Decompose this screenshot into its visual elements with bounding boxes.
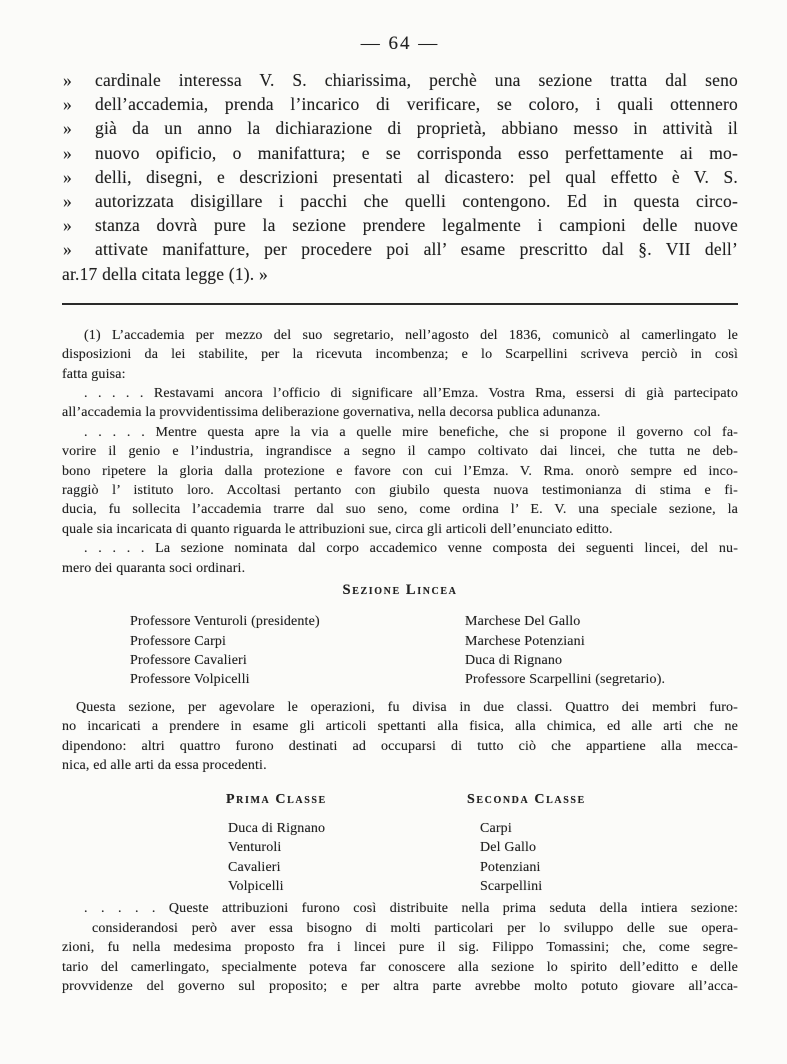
- list-item: Professore Volpicelli: [130, 672, 250, 688]
- text-line: ar.17 della citata legge (1). »: [62, 263, 268, 284]
- sezione-members-right-column: [465, 612, 738, 690]
- text-line: no incaricati a prendere in esame gli articoli spettanti alla fisica, alla chimica, ed alle arti che ne: [62, 719, 738, 735]
- text-line: mero dei quaranta soci ordinari.: [62, 560, 246, 576]
- quote-guillemet-mark: »: [63, 142, 72, 163]
- page-number-header: — 64 —: [360, 33, 440, 54]
- list-item: Professore Carpi: [130, 633, 227, 649]
- text-line: vorire il genio e l’industria, ingrandisce a segno il campo coltivato dai lincei, che tutta ne deb-: [62, 444, 738, 460]
- text-line: . . . . . La sezione nominata dal corpo accademico venne composta dei seguenti lincei, del nu-: [84, 541, 738, 557]
- list-item: Duca di Rignano: [465, 652, 563, 668]
- text-line: . . . . . Restavami ancora l’officio di significare all’Emza. Vostra Rma, essersi di già partecipato: [84, 386, 738, 402]
- list-item: Marchese Potenziani: [465, 633, 585, 649]
- footnote-paragraph-4: [62, 539, 738, 578]
- text-line: bono ripetere la gloria dalla protezione e favore con cui l’Emza. V. Rma. onorò sempre ed inco-: [62, 463, 738, 479]
- list-item: Professore Venturoli (presidente): [130, 614, 320, 630]
- list-item: Volpicelli: [228, 878, 284, 894]
- sezione-lincea-heading: Sezione Lincea: [342, 582, 458, 599]
- text-line: dipendono: altri quattro furono destinati ad occuparsi di tutto ciò che appartiene alla mecca-: [62, 738, 738, 754]
- text-line: fatta guisa:: [62, 366, 126, 382]
- prima-classe-members: [62, 819, 400, 897]
- text-line: all’accademia la provvidentissima deliberazione governativa, nella decorsa publica adunanza.: [62, 405, 601, 421]
- footnote-paragraph-3: [62, 423, 738, 539]
- text-line: considerandosi però aver essa bisogno di molti particolari per lo sviluppo delle sue opera-: [92, 920, 738, 936]
- list-item: Venturoli: [228, 840, 282, 856]
- list-item: Del Gallo: [480, 840, 537, 856]
- list-item: Professore Cavalieri: [130, 652, 247, 668]
- text-line: » cardinale interessa V. S. chiarissima, perchè una sezione tratta dal seno: [62, 68, 738, 92]
- quote-guillemet-mark: »: [63, 70, 72, 90]
- text-line: disposizioni da lei stabilite, per la ricevuta incombenza; e lo Scarpellini scriveva perciò in così: [62, 347, 738, 363]
- text-line: . . . . . Queste attribuzioni furono così distribuite nella prima seduta della intiera sezione:: [84, 901, 738, 917]
- text-line: Questa sezione, per agevolare le operazioni, fu divisa in due classi. Quattro dei membri furo-: [76, 699, 738, 715]
- classe-headings-row: [62, 790, 738, 809]
- sezione-members-left-column: [62, 612, 465, 690]
- text-line: ducia, fu sollecita l’accademia trarre dal suo seno, come ordina l’ E. V. una speciale sezione, la: [62, 502, 738, 518]
- quote-guillemet-mark: »: [63, 191, 72, 212]
- quoted-passage: [62, 68, 738, 286]
- footnote-paragraph-1: [62, 326, 738, 384]
- text-line: nica, ed alle arti da essa procedenti.: [62, 757, 267, 773]
- text-line: provvidenze del governo sul proposito; e per altra parte avrebbe molto potuto giovare all’acca-: [62, 979, 738, 995]
- text-line: » dell’accademia, prenda l’incarico di verificare, se coloro, i quali ottennero: [62, 92, 738, 116]
- footnote-area: [62, 326, 738, 997]
- seconda-classe-heading: Seconda Classe: [467, 792, 586, 808]
- text-line: (1) L’accademia per mezzo del suo segretario, nell’agosto del 1836, comunicò al camerlingato le: [84, 327, 738, 343]
- text-line: tario del camerlingato, specialmente poteva far conoscere alla sezione lo spirito dell’editto e delle: [62, 959, 738, 975]
- text-line: » stanza dovrà pure la sezione prendere legalmente i campioni delle nuove: [62, 213, 738, 237]
- final-paragraph: [62, 899, 738, 996]
- text-line: raggiò l’ istituto loro. Accoltasi pertanto con giubilo questa nuova testimonianza di stima e fi-: [62, 483, 738, 499]
- list-item: Potenziani: [480, 859, 541, 875]
- text-line: zioni, fu nella medesima proposto fra i lincei pure il sig. Filippo Tomassini; che, come segre-: [62, 940, 738, 956]
- text-line: » nuovo opificio, o manifattura; e se corrisponda esso perfettamente ai mo-: [62, 141, 738, 165]
- classe-members-columns: [62, 819, 738, 897]
- list-item: Scarpellini: [480, 878, 543, 894]
- sezione-members-columns: [62, 612, 738, 690]
- list-item: Professore Scarpellini (segretario).: [465, 672, 666, 688]
- quote-guillemet-mark: »: [63, 118, 72, 139]
- quote-guillemet-mark: »: [63, 94, 72, 115]
- list-item: Marchese Del Gallo: [465, 614, 581, 630]
- division-paragraph: [62, 698, 738, 776]
- text-line: . . . . . Mentre questa apre la via a quelle mire benefiche, che si propone il governo col fa-: [84, 424, 738, 440]
- list-item: Duca di Rignano: [228, 820, 326, 836]
- list-item: Carpi: [480, 820, 512, 836]
- text-line: » delli, disegni, e descrizioni presentati al dicastero: pel qual effetto è V. S.: [62, 165, 738, 189]
- quote-guillemet-mark: »: [63, 166, 72, 187]
- footnote-divider-rule: [62, 303, 738, 305]
- text-line: » attivate manifatture, per procedere poi all’ esame prescritto dal §. VII dell’: [62, 237, 738, 261]
- prima-classe-heading: Prima Classe: [226, 792, 327, 808]
- seconda-classe-members: [400, 819, 738, 897]
- list-item: Cavalieri: [228, 859, 281, 875]
- footnote-paragraph-2: [62, 384, 738, 423]
- quote-guillemet-mark: »: [63, 215, 72, 236]
- text-line: quale sia incaricata di quanto riguarda le attribuzioni sue, circa gli articoli dell’enunciato editto.: [62, 521, 613, 537]
- quote-guillemet-mark: »: [63, 239, 72, 260]
- text-line: » autorizzata disigillare i pacchi che quelli contengono. Ed in questa circo-: [62, 189, 738, 213]
- text-line: » già da un anno la dichiarazione di proprietà, abbiano messo in attività il: [62, 116, 738, 140]
